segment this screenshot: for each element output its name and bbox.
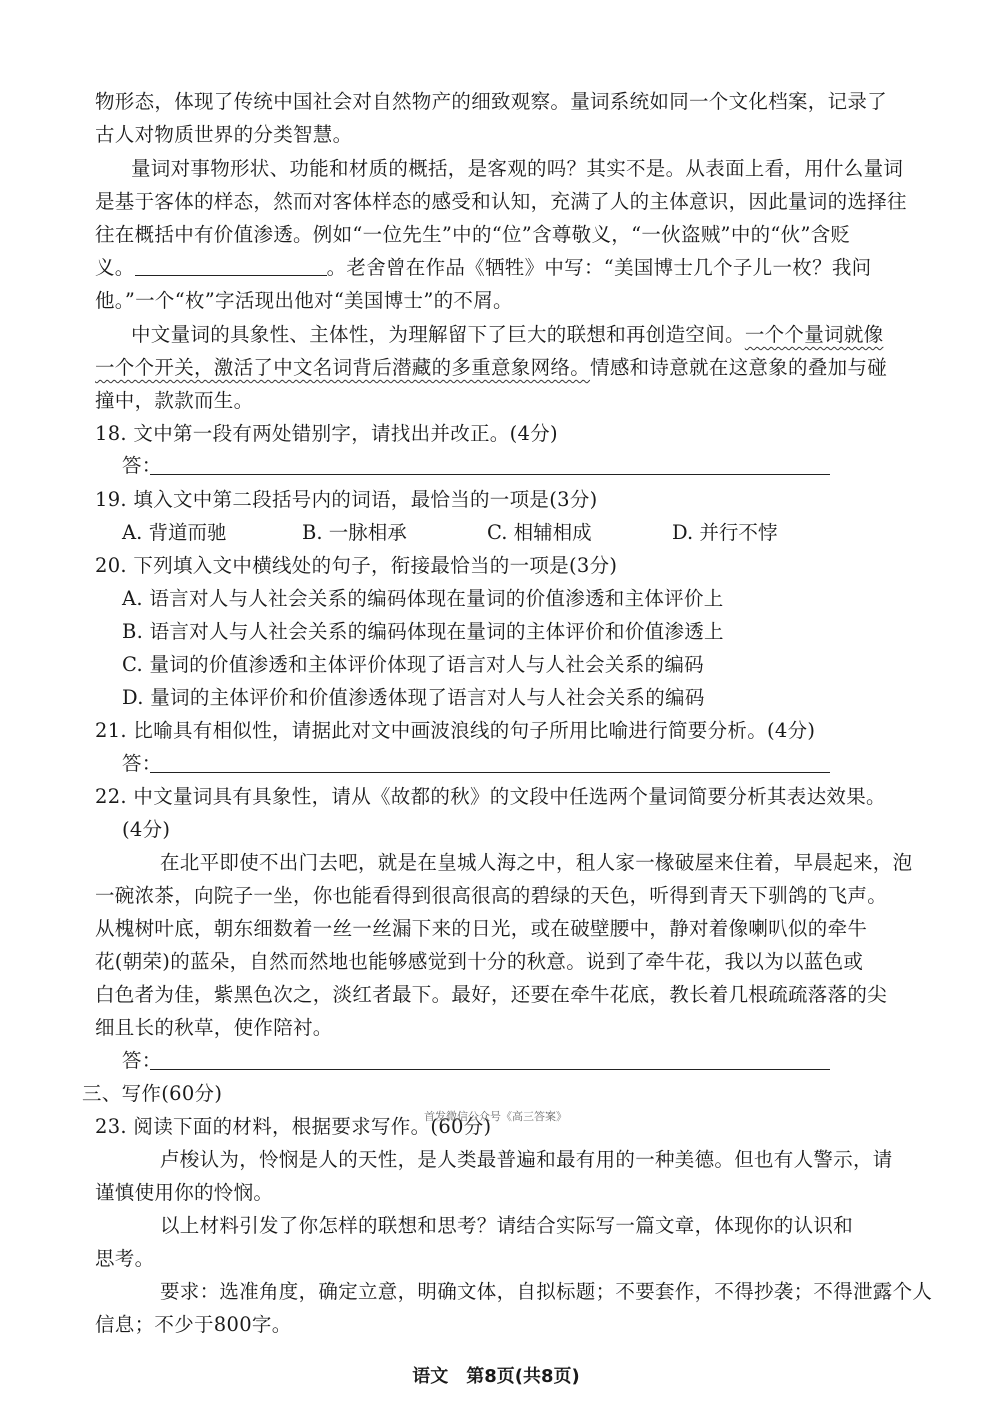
passage-text: 。老舍曾在作品《牺牲》中写：“美国博士几个子儿一枚？我问 [326, 256, 872, 279]
option-d[interactable]: D. 量词的主体评价和价值渗透体现了语言对人与人社会关系的编码 [122, 686, 705, 709]
passage-line [131, 321, 884, 349]
question-23: 23. 阅读下面的材料，根据要求写作。(60分) [95, 1115, 492, 1138]
material-line: 思考。 [95, 1247, 155, 1270]
passage-line: 物形态，体现了传统中国社会对自然物产的细致观察。量词系统如同一个文化档案，记录了 [95, 90, 888, 113]
answer-label: 答： [122, 1049, 162, 1072]
page-footer: 语文 第8页(共8页) [412, 1366, 580, 1387]
fill-blank[interactable] [135, 255, 327, 276]
answer-line[interactable] [150, 772, 830, 773]
requirement-line: 信息；不少于800字。 [95, 1313, 292, 1336]
passage-line [95, 354, 888, 382]
passage-line: 撞中，款款而生。 [95, 389, 254, 412]
answer-label: 答： [122, 454, 162, 477]
answer-label: 答： [122, 752, 162, 775]
passage-line: 往在概括中有价值渗透。例如“一位先生”中的“位”含尊敬义，“一伙盗贼”中的“伙”含贬 [95, 223, 851, 246]
excerpt-line: 一碗浓茶，向院子一坐，你也能看得到很高很高的碧绿的天色，听得到青天下驯鸽的飞声。 [95, 884, 888, 907]
passage-text: 情感和诗意就在这意象的叠加与碰 [590, 356, 888, 379]
passage-text: 义。 [95, 256, 135, 279]
option-d[interactable]: D. 并行不悖 [672, 521, 778, 544]
passage-line: 是基于客体的样态，然而对客体样态的感受和认知，充满了人的主体意识，因此量词的选择往 [95, 190, 907, 213]
passage-line: 古人对物质世界的分类智慧。 [95, 123, 353, 146]
question-19: 19. 填入文中第二段括号内的词语，最恰当的一项是(3分) [95, 488, 598, 511]
requirement-line: 要求：选准角度，确定立意，明确文体，自拟标题；不要套作，不得抄袭；不得泄露个人 [160, 1280, 933, 1303]
option-b[interactable]: B. 一脉相承 [302, 521, 407, 544]
answer-line[interactable] [150, 474, 830, 475]
watermark-text: 首发微信公众号《高三答案》 [424, 1110, 567, 1123]
excerpt-line: 细且长的秋草，使作陪衬。 [95, 1016, 333, 1039]
wavy-underlined-sentence: 一个个量词就像 [744, 323, 884, 346]
material-line: 以上材料引发了你怎样的联想和思考？请结合实际写一篇文章，体现你的认识和 [160, 1214, 854, 1237]
wavy-underlined-sentence: 一个个开关，激活了中文名词背后潜藏的多重意象网络。 [95, 356, 591, 379]
question-22-score: (4分) [122, 818, 171, 841]
passage-text: 中文量词的具象性、主体性，为理解留下了巨大的联想和再创造空间。 [131, 323, 745, 346]
question-18: 18. 文中第一段有两处错别字，请找出并改正。(4分) [95, 422, 558, 445]
answer-line[interactable] [150, 1069, 830, 1070]
section-heading: 三、写作(60分) [82, 1082, 223, 1105]
option-c[interactable]: C. 相辅相成 [487, 521, 592, 544]
option-b[interactable]: B. 语言对人与人社会关系的编码体现在量词的主体评价和价值渗透上 [122, 620, 724, 643]
passage-line: 他。”一个“枚”字活现出他对“美国博士”的不屑。 [95, 289, 513, 312]
material-line: 卢梭认为，怜悯是人的天性，是人类最普遍和最有用的一种美德。但也有人警示，请 [160, 1148, 893, 1171]
passage-line: 量词对事物形状、功能和材质的概括，是客观的吗？其实不是。从表面上看，用什么量词 [131, 157, 904, 180]
question-21: 21. 比喻具有相似性，请据此对文中画波浪线的句子所用比喻进行简要分析。(4分) [95, 719, 816, 742]
question-22: 22. 中文量词具有具象性，请从《故都的秋》的文段中任选两个量词简要分析其表达效果。 [95, 785, 886, 808]
excerpt-line: 在北平即使不出门去吧，就是在皇城人海之中，租人家一椽破屋来住着，早晨起来，泡 [160, 851, 913, 874]
excerpt-line: 花(朝荣)的蓝朵，自然而然地也能够感觉到十分的秋意。说到了牵牛花，我以为以蓝色或 [95, 950, 864, 973]
excerpt-line: 从槐树叶底，朝东细数着一丝一丝漏下来的日光，或在破壁腰中，静对着像喇叭似的牵牛 [95, 917, 868, 940]
material-line: 谨慎使用你的怜悯。 [95, 1181, 274, 1204]
passage-line [95, 254, 872, 282]
option-a[interactable]: A. 语言对人与人社会关系的编码体现在量词的价值渗透和主体评价上 [122, 587, 724, 610]
excerpt-line: 白色者为佳，紫黑色次之，淡红者最下。最好，还要在牵牛花底，教长着几根疏疏落落的尖 [95, 983, 888, 1006]
option-c[interactable]: C. 量词的价值渗透和主体评价体现了语言对人与人社会关系的编码 [122, 653, 704, 676]
option-a[interactable]: A. 背道而驰 [122, 521, 227, 544]
question-20: 20. 下列填入文中横线处的句子，衔接最恰当的一项是(3分) [95, 554, 618, 577]
